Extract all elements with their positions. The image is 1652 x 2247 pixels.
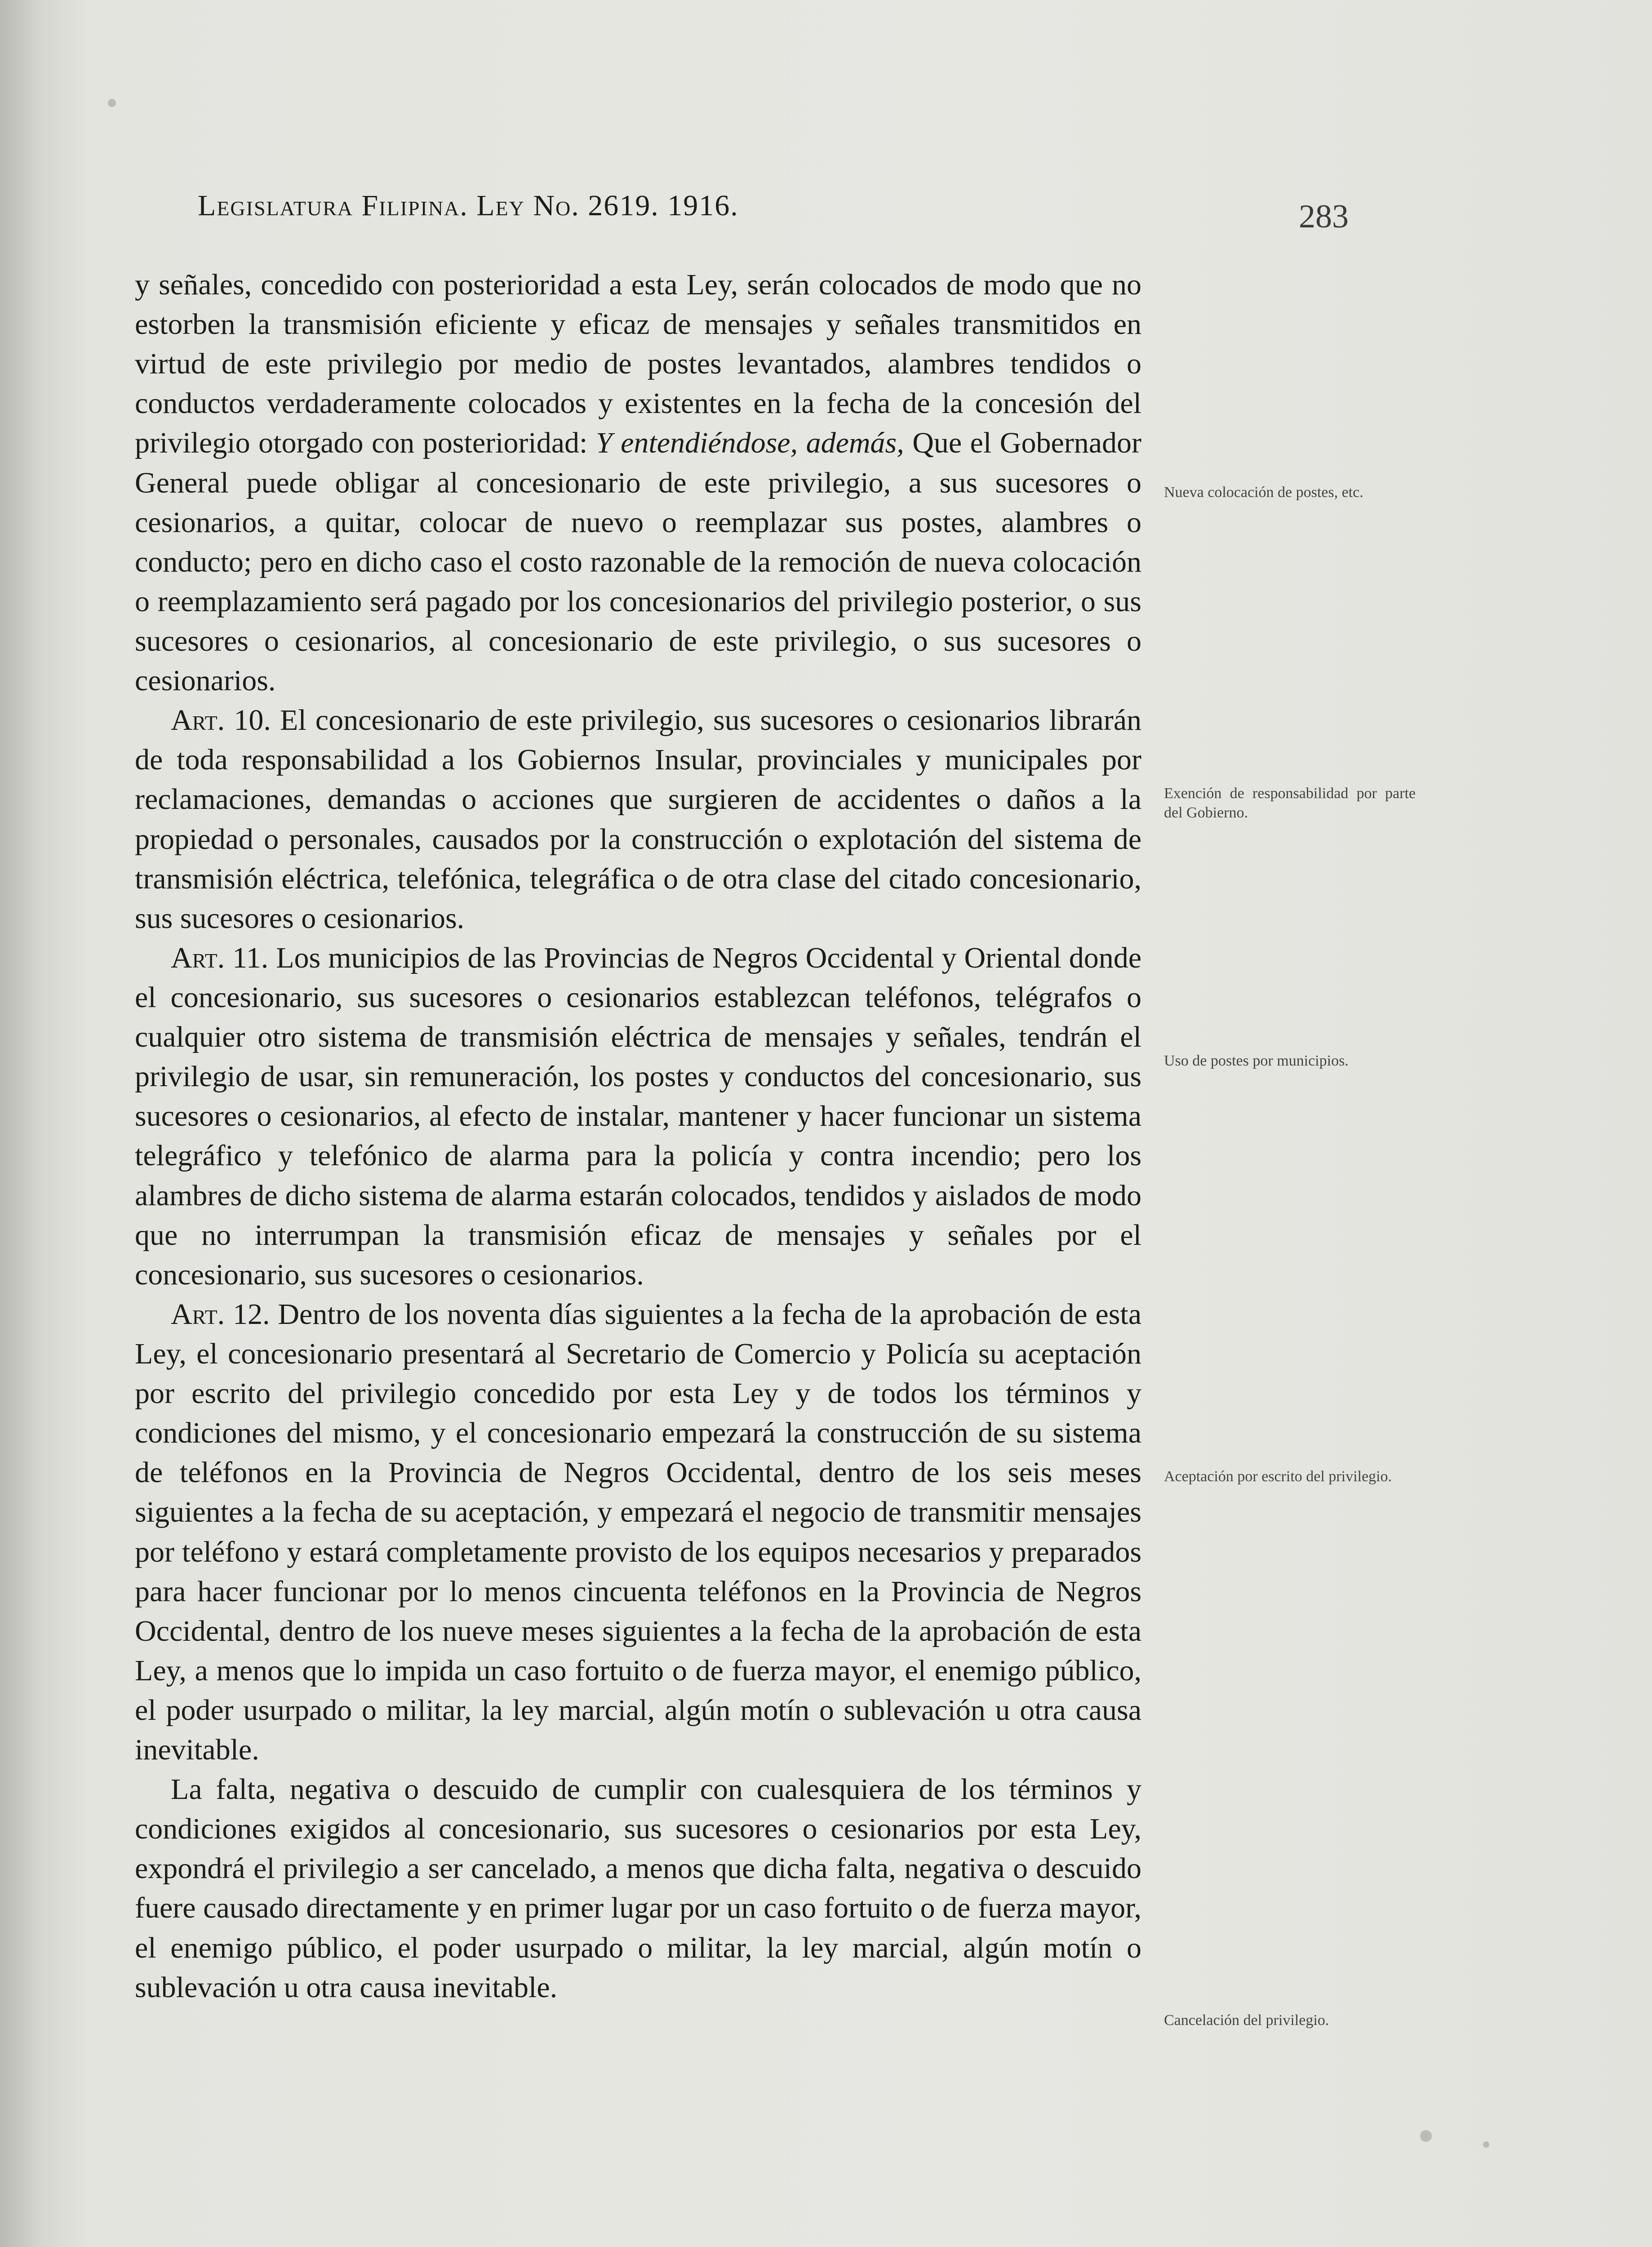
article-11 bbox=[135, 938, 1141, 1295]
paragraph-text: La falta, negativa o descuido de cumplir con cualesquiera de los términos y condiciones exigidos al concesionario, sus sucesores o cesionarios por esta Ley, expondrá el privilegio a ser cancelado, a menos que dicha falta, negativa o descuido fuere causado directamente y en primer lugar por un caso fortuito o de fuerza mayor, el enemigo público, el poder usurpado o militar, la ley marcial, algún motín o sublevación u otra causa inevitable. bbox=[135, 1773, 1141, 2004]
margin-note-cancelacion: Cancelación del privilegio. bbox=[1164, 2012, 1329, 2029]
article-label: Art. 12. bbox=[171, 1297, 270, 1331]
article-text: Dentro de los noventa días siguientes a la fecha de la aprobación de esta Ley, el concesionario presentará al Secretario de Comercio y Policía su aceptación por escrito del privilegio concedido por esta Ley y de todos los términos y condiciones del mismo, y el concesionario empezará la construcción de su sistema de teléfonos en la Provincia de Negros Occidental, dentro de los seis meses siguientes a la fecha de su aceptación, y empezará el negocio de transmitir mensajes por teléfono y estará completamente provisto de los equipos necesarios y preparados para hacer funcionar por lo menos cincuenta teléfonos en la Provincia de Negros Occidental, dentro de los nueve meses siguientes a la fecha de la aprobación de esta Ley, a menos que lo impida un caso fortuito o de fuerza mayor, el enemigo público, el poder usurpado o militar, la ley marcial, algún motín o sublevación u otra causa inevitable. bbox=[135, 1297, 1142, 1767]
paragraph-continuation bbox=[135, 265, 1141, 701]
paragraph-text: Que el Gobernador General puede obligar al concesionario de este privilegio, a sus sucesores o cesionarios, a quitar, colocar de nuevo o reemplazar sus postes, alambres o conducto; pero en dicho caso el costo razonable de la remoción de nueva colocación o reemplazamiento será pagado por los concesionarios del privilegio posterior, o sus sucesores o cesionarios, al concesionario de este privilegio, o sus sucesores o cesionarios. bbox=[135, 426, 1142, 697]
cancellation-paragraph bbox=[135, 1770, 1141, 2007]
page-number: 283 bbox=[1299, 198, 1349, 235]
paragraph-text: y señales, concedido con posterioridad a esta Ley, serán colocados de modo que no estorben la transmisión eficiente y eficaz de mensajes y señales transmitidos en virtud de este privilegio por medio de postes levantados, alambres tendidos o conductos verdaderamente colocados y existentes en la fecha de la concesión del privilegio otorgado con posterioridad: bbox=[135, 268, 1141, 460]
margin-note-aceptacion: Aceptación por escrito del privilegio. bbox=[1164, 1468, 1392, 1485]
running-head: Legislatura Filipina. Ley No. 2619. 1916. bbox=[198, 189, 739, 222]
article-text: Los municipios de las Provincias de Negros Occidental y Oriental donde el concesionario, sus sucesores o cesionarios establezcan teléfonos, telégrafos o cualquier otro sistema de transmisión eléctrica de mensajes y señales, tendrán el privilegio de usar, sin remuneración, los postes y conductos del concesionario, sus sucesores o cesionarios, al efecto de instalar, mantener y hacer funcionar un sistema telegráfico y telefónico de alarma para la policía y contra incendio; pero los alambres de dicho sistema de alarma estarán colocados, tendidos y aislados de modo que no interrumpan la transmisión eficaz de mensajes y señales por el concesionario, sus sucesores o cesionarios. bbox=[135, 941, 1142, 1291]
article-12 bbox=[135, 1295, 1141, 1770]
paper-blemish bbox=[1483, 2141, 1489, 2148]
body-text bbox=[135, 265, 1141, 2007]
proviso-clause: Y entendiéndose, además, bbox=[595, 426, 904, 460]
article-label: Art. 10. bbox=[171, 704, 271, 737]
margin-note-municipios: Uso de postes por municipios. bbox=[1164, 1052, 1349, 1069]
article-text: El concesionario de este privilegio, sus sucesores o cesionarios librarán de toda responsabilidad a los Gobiernos Insular, provinciales y municipales por reclamaciones, demandas o acciones que surgieren de accidentes o daños a la propiedad o personales, causados por la construcción o explotación del sistema de transmisión eléctrica, telefónica, telegráfica o de otra clase del citado concesionario, sus sucesores o cesionarios. bbox=[135, 704, 1141, 935]
margin-note-exencion: Exención de responsabilidad por parte del Gobierno. bbox=[1164, 785, 1416, 821]
article-10 bbox=[135, 701, 1141, 938]
paper-blemish bbox=[108, 99, 116, 107]
article-label: Art. 11. bbox=[171, 941, 269, 974]
margin-note-postes: Nueva colocación de postes, etc. bbox=[1164, 484, 1363, 501]
paper-blemish bbox=[1420, 2130, 1432, 2142]
